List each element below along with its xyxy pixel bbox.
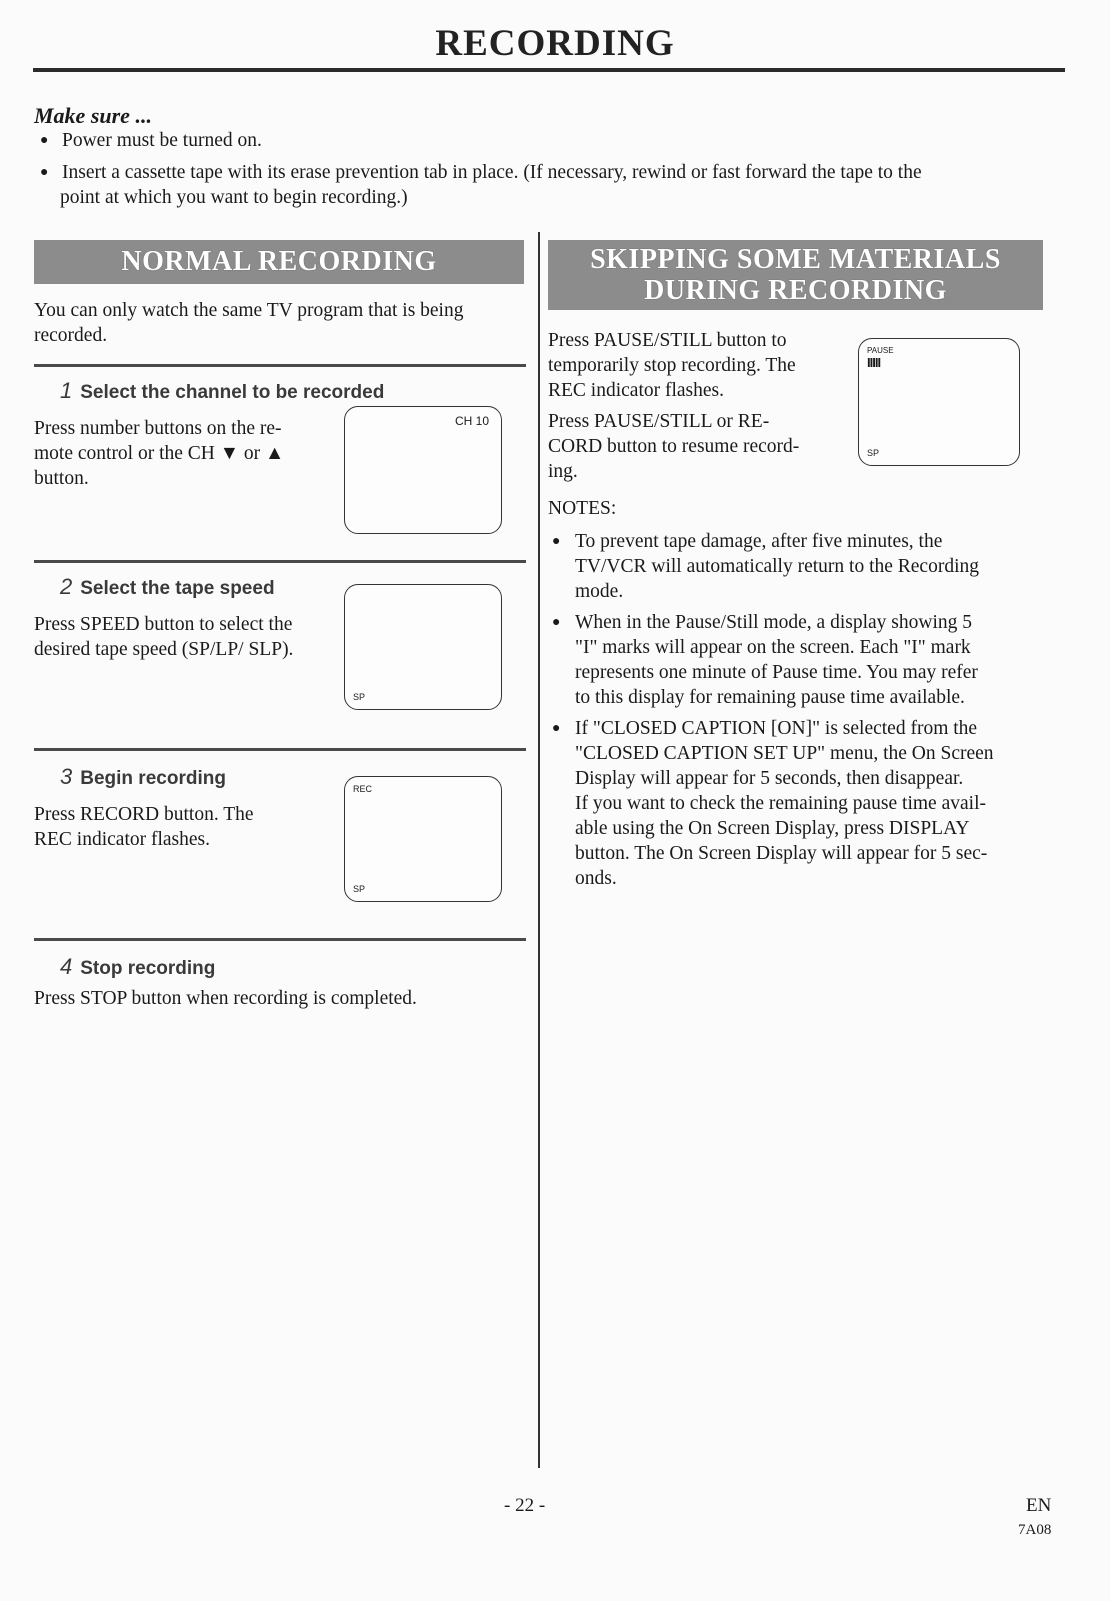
- normal-recording-intro: You can only watch the same TV program that is being recorded.: [34, 300, 464, 346]
- step-4-heading: 4 Stop recording: [60, 954, 216, 979]
- step-2-heading: 2 Select the tape speed: [60, 574, 275, 599]
- bullet-icon: ●: [552, 534, 561, 549]
- step-1-heading: 1 Select the channel to be recorded: [60, 378, 385, 403]
- make-sure-item: ● Power must be turned on.: [34, 128, 262, 153]
- tv-screen-recording: REC SP: [344, 776, 502, 902]
- step-divider: [34, 364, 526, 367]
- make-sure-heading: Make sure ...: [34, 103, 152, 128]
- notes-heading: NOTES:: [548, 498, 617, 519]
- step-divider: [34, 560, 526, 563]
- tv-screen-channel: CH 10: [344, 406, 502, 534]
- skipping-para-pause: Press PAUSE/STILL button to temporarily stop recording. The REC indicator flashes.: [548, 330, 796, 401]
- model-code: 7A08: [1018, 1522, 1052, 1538]
- step-4-text: Press STOP button when recording is completed.: [34, 988, 417, 1009]
- step-2-text: Press SPEED button to select the desired tape speed (SP/LP/ SLP).: [34, 614, 294, 660]
- bullet-icon: ●: [552, 721, 561, 736]
- skipping-para-resume: Press PAUSE/STILL or RE- CORD button to resume record- ing.: [548, 411, 800, 482]
- pause-marks: IIIII: [867, 355, 881, 370]
- make-sure-item-continued: point at which you want to begin recording.): [60, 187, 408, 208]
- note-item: ● When in the Pause/Still mode, a display showing 5 "I" marks will appear on the screen. Each "I" mark represents one minute of Pause time. You may refer to this display for remaining pause time available.: [552, 612, 978, 708]
- bullet-icon: ●: [40, 165, 49, 180]
- note-item: ● If "CLOSED CAPTION [ON]" is selected from the "CLOSED CAPTION SET UP" menu, the On Screen Display will appear for 5 seconds, then disappear. If you want to check the remaining pause time avail- able using the On Screen Display, press DISPLAY button. The On Screen Display will appear for 5 sec- onds.: [552, 718, 994, 889]
- note-item: ● To prevent tape damage, after five minutes, the TV/VCR will automatically return to the Recording mode.: [552, 531, 979, 602]
- page-title: RECORDING: [435, 23, 675, 64]
- language-code: EN: [1026, 1495, 1052, 1516]
- step-3-heading: 3 Begin recording: [60, 764, 226, 789]
- make-sure-item: ● Insert a cassette tape with its erase prevention tab in place. (If necessary, rewind or fast forward the tape to the: [34, 160, 1074, 185]
- page-number: - 22 -: [504, 1495, 546, 1516]
- column-divider: [538, 232, 540, 1468]
- step-1-text: Press number buttons on the re- mote control or the CH ▼ or ▲ button.: [34, 418, 285, 489]
- bullet-icon: ●: [552, 615, 561, 630]
- step-divider: [34, 748, 526, 751]
- normal-recording-title: NORMAL RECORDING: [34, 240, 524, 284]
- skipping-title: SKIPPING SOME MATERIALS DURING RECORDING: [548, 240, 1043, 310]
- tv-screen-pause: PAUSE IIIII SP: [858, 338, 1020, 466]
- bullet-icon: ●: [40, 133, 49, 148]
- step-3-text: Press RECORD button. The REC indicator flashes.: [34, 804, 254, 850]
- step-divider: [34, 938, 526, 941]
- title-rule: [33, 68, 1065, 72]
- tv-screen-speed: SP: [344, 584, 502, 710]
